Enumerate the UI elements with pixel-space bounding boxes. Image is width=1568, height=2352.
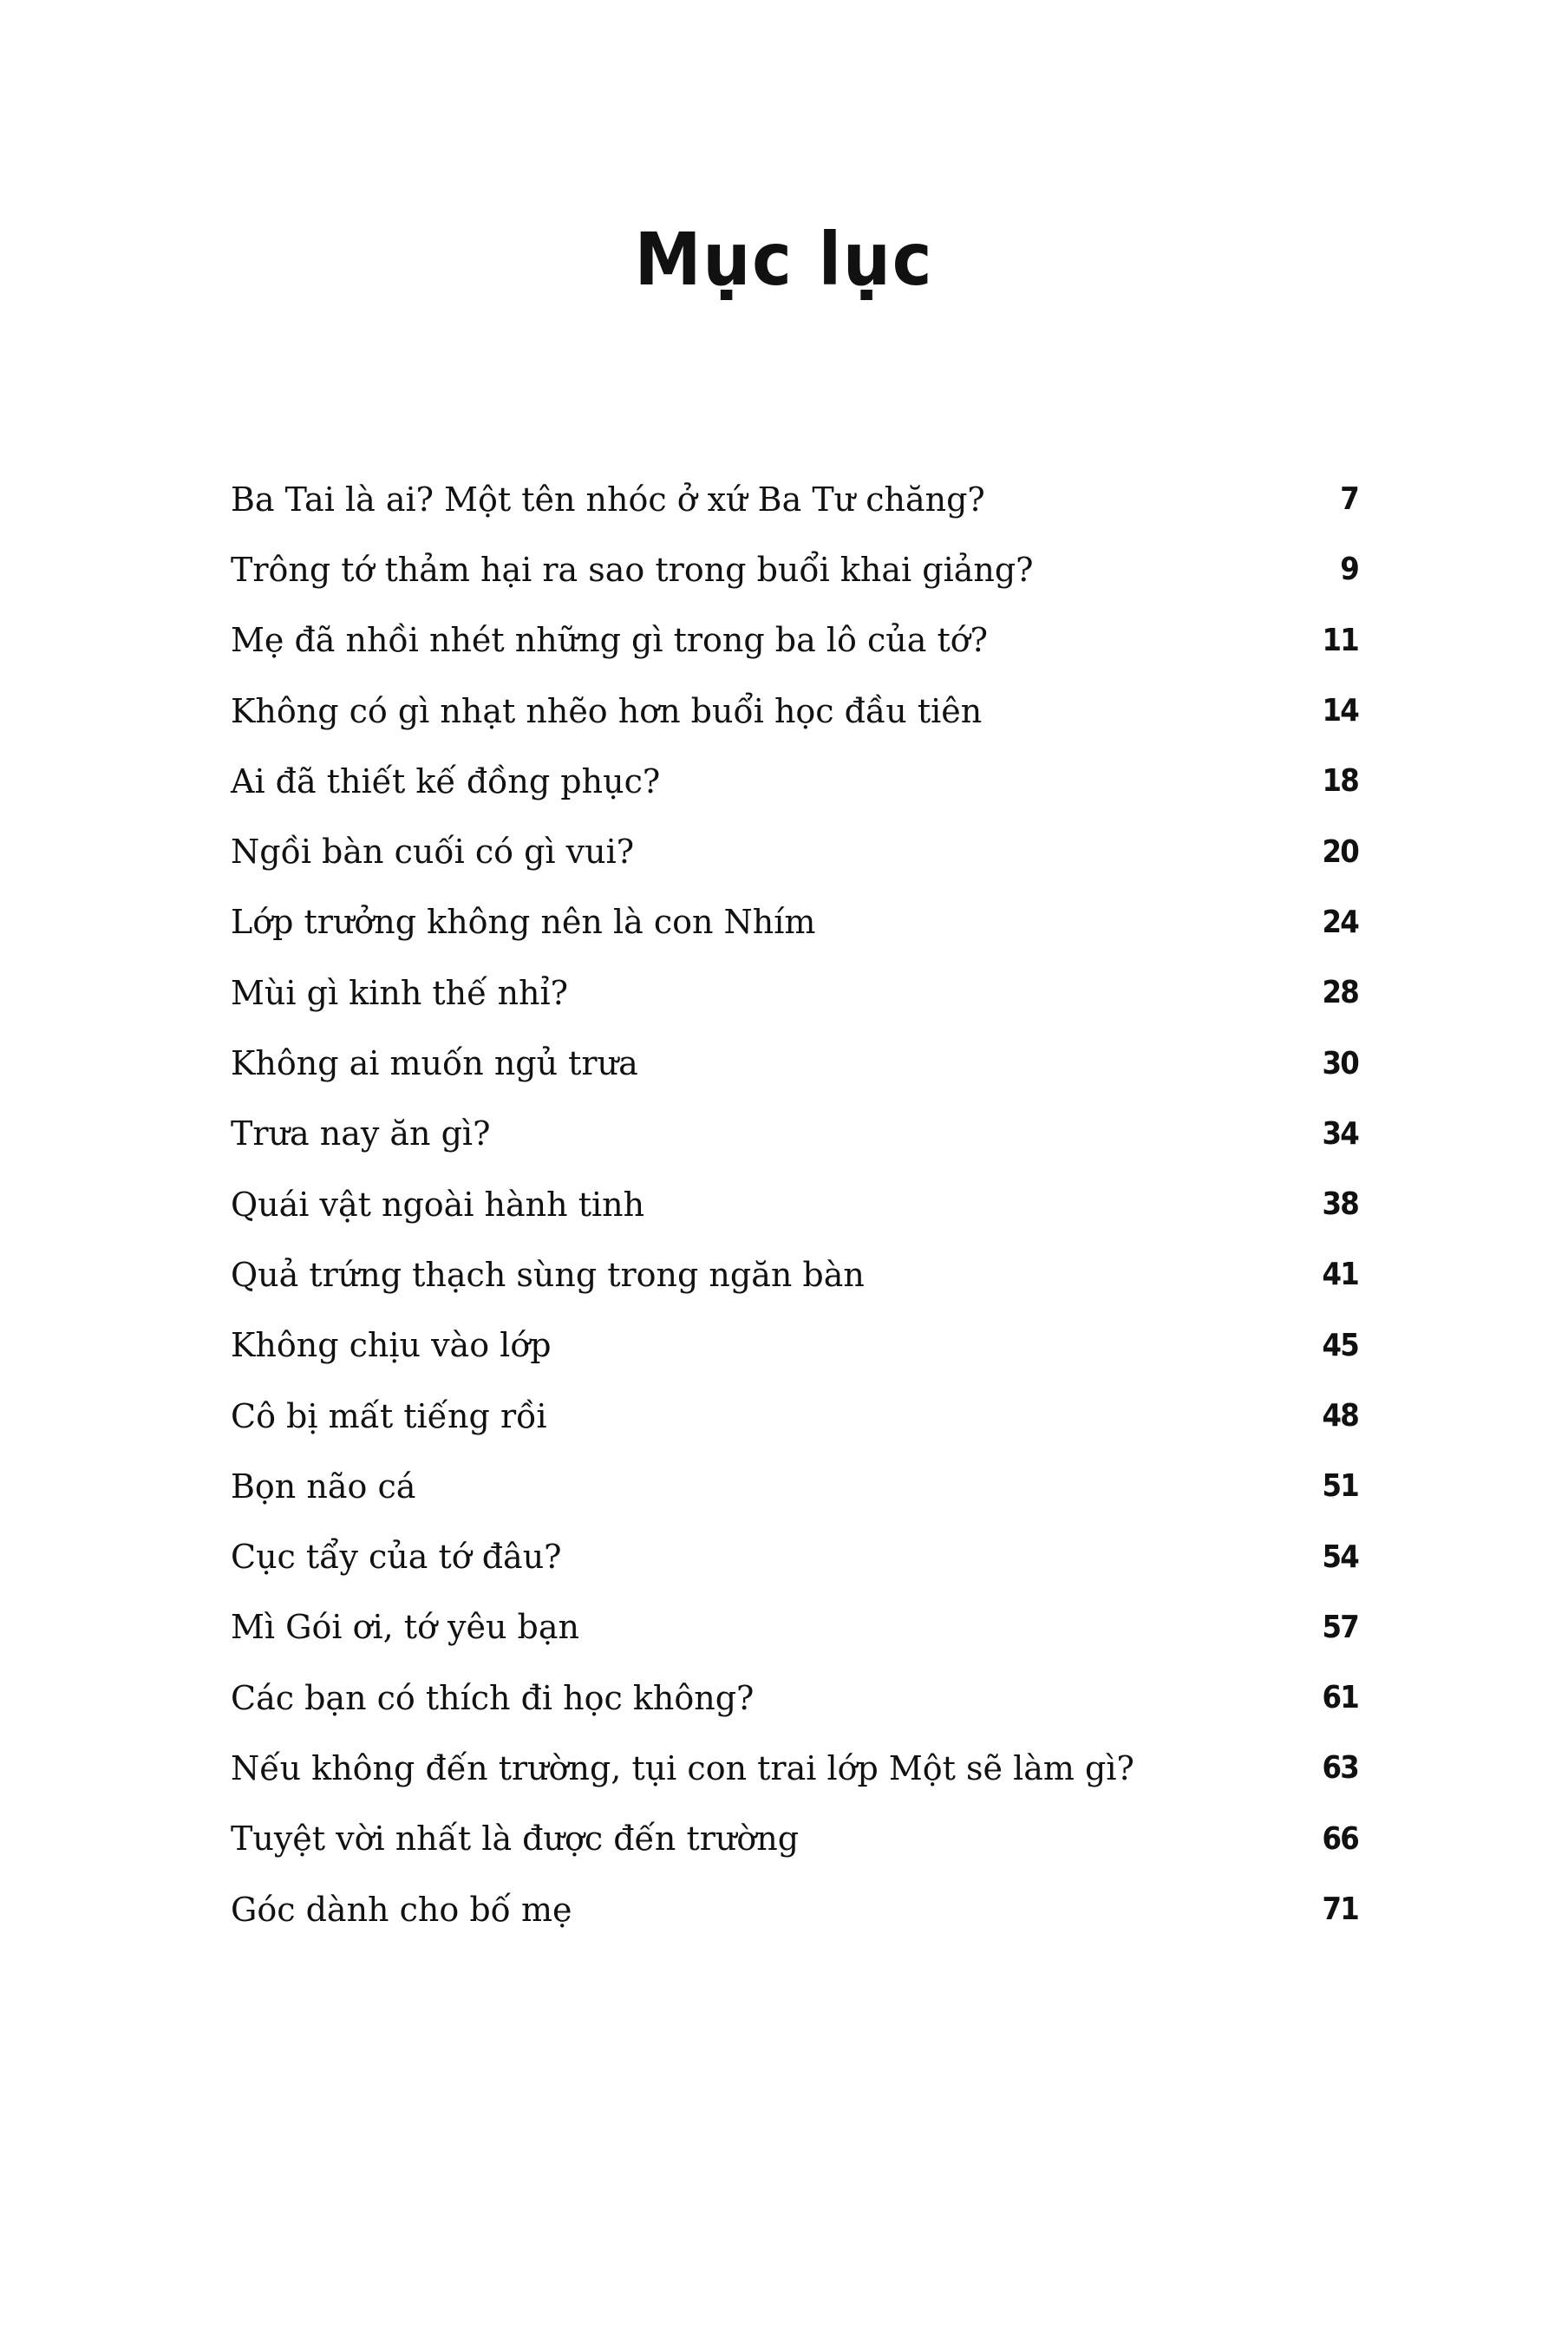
page-number: 63 (1322, 1750, 1358, 1787)
chapter-title: Bọn não cá (231, 1467, 416, 1506)
toc-entry (231, 1169, 1358, 1239)
toc-entry (231, 887, 1358, 957)
toc-entry (231, 1099, 1358, 1169)
page-number: 38 (1322, 1186, 1358, 1223)
toc-entry (231, 1239, 1358, 1310)
page-number: 14 (1322, 693, 1358, 729)
toc-entry (231, 605, 1358, 676)
toc-entry (231, 1733, 1358, 1803)
chapter-title: Quả trứng thạch sùng trong ngăn bàn (231, 1255, 865, 1294)
page-number: 20 (1322, 833, 1358, 870)
page-number: 9 (1340, 552, 1358, 588)
toc-entry (231, 1592, 1358, 1663)
chapter-title: Nếu không đến trường, tụi con trai lớp Một sẽ làm gì? (231, 1748, 1134, 1787)
page-number: 48 (1322, 1398, 1358, 1434)
page-title: Mục lục (634, 217, 934, 302)
toc-entry (231, 746, 1358, 816)
chapter-title: Góc dành cho bố mẹ (231, 1890, 572, 1929)
toc-entry (231, 676, 1358, 746)
chapter-title: Không ai muốn ngủ trưa (231, 1044, 638, 1083)
page-number: 11 (1322, 622, 1358, 658)
chapter-title: Trông tớ thảm hại ra sao trong buổi khai giảng? (231, 550, 1034, 589)
toc-entry (231, 1028, 1358, 1098)
chapter-title: Không có gì nhạt nhẽo hơn buổi học đầu tiên (231, 691, 983, 730)
page-number: 61 (1322, 1680, 1358, 1716)
toc-entry (231, 464, 1358, 534)
chapter-title: Ngồi bàn cuối có gì vui? (231, 833, 635, 872)
chapter-title: Lớp trưởng không nên là con Nhím (231, 903, 816, 942)
toc-entry (231, 1663, 1358, 1733)
page-number: 30 (1322, 1045, 1358, 1081)
page-number: 57 (1322, 1609, 1358, 1645)
toc-entry (231, 1874, 1358, 1944)
page-number: 18 (1322, 763, 1358, 800)
page-number: 51 (1322, 1468, 1358, 1505)
chapter-title: Ai đã thiết kế đồng phục? (231, 761, 661, 800)
chapter-title: Trưa nay ăn gì? (231, 1114, 491, 1153)
toc-entry (231, 1521, 1358, 1591)
page-number: 41 (1322, 1257, 1358, 1293)
toc-entry (231, 957, 1358, 1028)
chapter-title: Quái vật ngoài hành tinh (231, 1185, 645, 1224)
chapter-title: Ba Tai là ai? Một tên nhóc ở xứ Ba Tư chăng? (231, 480, 985, 519)
page-number: 71 (1322, 1891, 1358, 1928)
chapter-title: Cục tẩy của tớ đâu? (231, 1538, 562, 1577)
page-number: 54 (1322, 1539, 1358, 1575)
page-number: 7 (1340, 481, 1358, 518)
toc-entry (231, 816, 1358, 886)
page-number: 45 (1322, 1327, 1358, 1363)
chapter-title: Cô bị mất tiếng rồi (231, 1396, 547, 1435)
chapter-title: Mùi gì kinh thế nhỉ? (231, 973, 569, 1012)
chapter-title: Các bạn có thích đi học không? (231, 1678, 755, 1717)
chapter-title: Không chịu vào lớp (231, 1326, 552, 1365)
page-number: 34 (1322, 1115, 1358, 1152)
toc-entry (231, 1381, 1358, 1451)
toc-entry (231, 1804, 1358, 1874)
page-number: 66 (1322, 1820, 1358, 1857)
page-number: 28 (1322, 975, 1358, 1011)
chapter-title: Tuyệt vời nhất là được đến trường (231, 1820, 800, 1859)
page-number: 24 (1322, 904, 1358, 940)
table-of-contents (231, 464, 1358, 1944)
toc-entry (231, 1310, 1358, 1381)
toc-entry (231, 1451, 1358, 1521)
chapter-title: Mì Gói ơi, tớ yêu bạn (231, 1608, 579, 1647)
toc-entry (231, 534, 1358, 604)
chapter-title: Mẹ đã nhồi nhét những gì trong ba lô của tớ? (231, 621, 988, 660)
